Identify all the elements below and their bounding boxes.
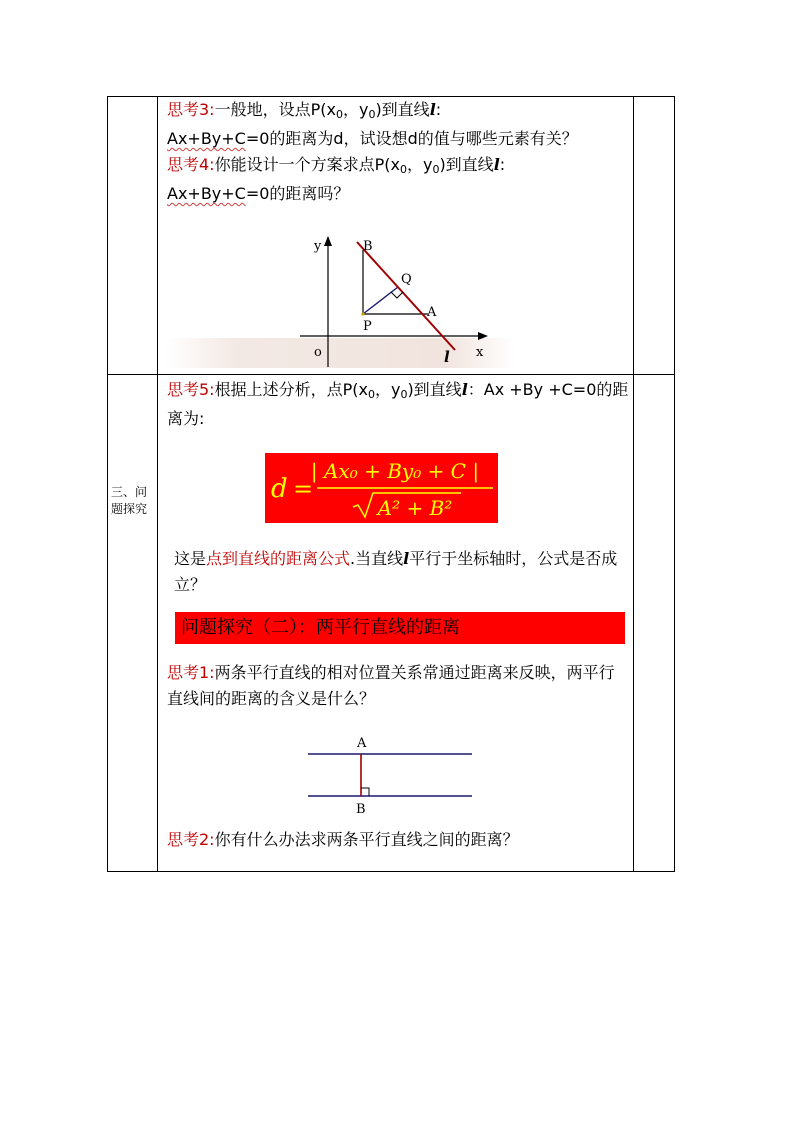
think4-paragraph: 思考4:你能设计一个方案求点$P(x_0$，$y_0$)到直线l: Ax+By+C=0的距离吗？ [167,155,506,203]
table-col-divider-1 [157,96,158,872]
formula-equals: = [293,475,314,503]
formula-note: 这是点到直线的距离公式.当直线l平行于坐标轴时，公式是否成立？ [174,549,618,594]
table-left-border [107,96,108,872]
think4-equation: Ax+By+C [167,184,246,203]
y-axis-label: y [314,239,322,254]
segment-pq [363,287,398,314]
think3-equation: Ax+By+C [167,129,246,148]
think3-paragraph: 思考3:一般地，设点$P(x_0$，$y_0$)到直线l: Ax+By+C=0的距离为d，试设想d的值与哪些元素有关？ [167,100,578,148]
think4-label: 思考4: [167,155,215,174]
x-axis-arrow-icon [478,332,488,340]
table-right-border [674,96,675,872]
table-bottom-border [107,871,675,872]
think3-block [167,98,629,206]
section-banner: 问题探究（二）：两平行直线的距离 [175,612,625,644]
section-label: 三、问题探究 [111,485,148,516]
parallel-think2-label: 思考2: [167,830,215,849]
right-angle-mark-q [391,292,403,298]
distance-formula [265,453,498,523]
parallel-point-b-label: B [356,802,366,817]
point-q-label: Q [401,272,412,287]
parallel-think2-block: 思考2:你有什么办法求两条平行直线之间的距离？ [167,830,519,849]
distance-diagram [290,232,510,372]
formula-name-highlight: 点到直线的距离公式 [206,549,351,568]
x-axis-label: x [476,345,484,360]
line-l-label: l [444,348,450,366]
right-angle-mark-b [361,788,369,796]
formula-denominator: A² + B² [377,496,453,520]
parallel-think1-label: 思考1: [167,663,215,682]
origin-label: o [314,345,322,360]
think5-block [167,378,629,431]
point-a-label: A [427,305,437,320]
think3-label: 思考3: [167,100,215,119]
point-p-dot [361,312,364,315]
table-row-divider [107,374,675,375]
parallel-lines-diagram [300,730,480,820]
table-col-divider-2 [633,96,634,872]
think5-label: 思考5: [167,380,215,399]
point-b-label: B [363,239,373,254]
point-p-label: P [363,319,372,334]
parallel-point-a-label: A [357,736,367,751]
formula-lhs: d [271,474,288,504]
distance-formula-box [265,453,498,523]
think5-paragraph: 思考5:根据上述分析，点$P(x_0$，$y_0$)到直线l：Ax +By +C=0的距离为: [167,380,629,428]
formula-numerator: | Ax₀ + By₀ + C | [310,459,480,483]
parallel-think1-block: 思考1:两条平行直线的相对位置关系常通过距离来反映，两平行直线间的距离的含义是什么？ [167,663,615,708]
table-top-border [107,96,675,97]
y-axis-arrow-icon [324,236,332,246]
